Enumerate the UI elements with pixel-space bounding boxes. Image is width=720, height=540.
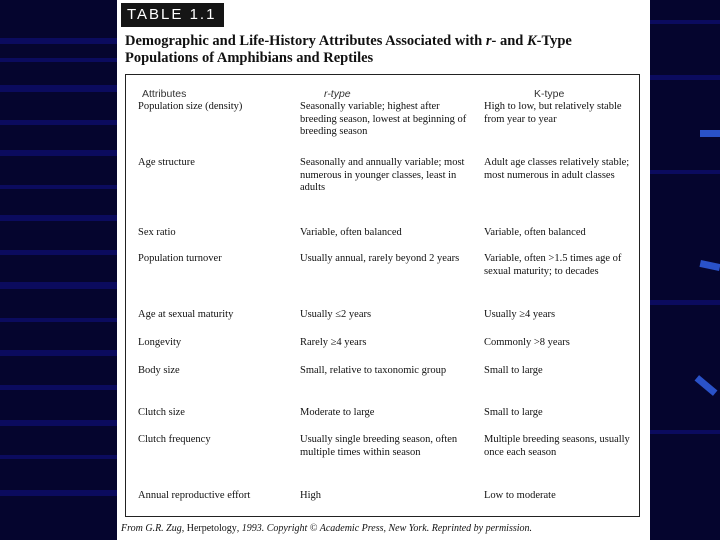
k-type-cell: High to low, but relatively stable from year to year	[484, 101, 622, 125]
title-r-letter: r	[485, 33, 492, 49]
table-title	[125, 33, 640, 67]
attribute-cell: Age at sexual maturity	[138, 309, 234, 320]
k-type-cell: Small to large	[484, 365, 543, 376]
k-type-cell: Variable, often >1.5 times age of sexual maturity; to decades	[484, 253, 622, 277]
k-type-cell: Multiple breeding seasons, usually once each season	[484, 434, 630, 458]
r-type-cell: Usually ≤2 years	[300, 309, 372, 320]
header-r-type: r-type	[324, 88, 351, 100]
source-suffix: , 1993. Copyright © Academic Press, New York. Reprinted by permission.	[236, 523, 533, 534]
table-page	[117, 0, 650, 540]
attribute-cell: Population turnover	[138, 253, 222, 264]
r-type-cell: Rarely ≥4 years	[300, 337, 367, 348]
attributes-table	[125, 74, 640, 517]
header-k-type: K-type	[534, 88, 565, 100]
source-citation	[121, 523, 646, 534]
r-type-cell: Moderate to large	[300, 407, 375, 418]
attribute-cell: Sex ratio	[138, 227, 176, 238]
source-book: Herpetology	[186, 523, 237, 534]
k-type-cell: Small to large	[484, 407, 543, 418]
title-prefix: Demographic and Life-History Attributes Associated with	[125, 33, 486, 49]
r-type-cell: Variable, often balanced	[300, 227, 402, 238]
r-type-cell: Usually annual, rarely beyond 2 years	[300, 253, 460, 264]
attribute-cell: Clutch frequency	[138, 434, 211, 445]
attribute-cell: Annual reproductive effort	[138, 490, 251, 501]
title-line2: Populations of Amphibians and Reptiles	[125, 50, 374, 66]
header-attributes: Attributes	[142, 88, 187, 100]
title-k-letter: K	[527, 33, 537, 49]
k-type-cell: Commonly >8 years	[484, 337, 570, 348]
r-type-cell: High	[300, 490, 321, 501]
r-type-cell: Seasonally variable; highest after breeding season, lowest at beginning of breeding season	[300, 101, 467, 137]
k-type-cell: Usually ≥4 years	[484, 309, 556, 320]
r-type-cell: Small, relative to taxonomic group	[300, 365, 447, 376]
attribute-cell: Population size (density)	[138, 101, 243, 112]
k-type-cell: Adult age classes relatively stable; most numerous in adult classes	[484, 157, 630, 181]
decor-dash	[700, 130, 720, 137]
attribute-cell: Body size	[138, 365, 180, 376]
title-suffix: -Type	[536, 33, 572, 49]
attribute-cell: Clutch size	[138, 407, 185, 418]
k-type-cell: Variable, often balanced	[484, 227, 586, 238]
r-type-cell: Seasonally and annually variable; most numerous in younger classes, least in adults	[300, 157, 465, 193]
k-type-cell: Low to moderate	[484, 490, 556, 501]
attribute-cell: Longevity	[138, 337, 182, 348]
table-label: TABLE 1.1	[121, 3, 224, 27]
attribute-cell: Age structure	[138, 157, 195, 168]
source-prefix: From G.R. Zug,	[121, 523, 187, 534]
r-type-cell: Usually single breeding season, often multiple times within season	[300, 434, 458, 458]
title-mid: - and	[491, 33, 527, 49]
